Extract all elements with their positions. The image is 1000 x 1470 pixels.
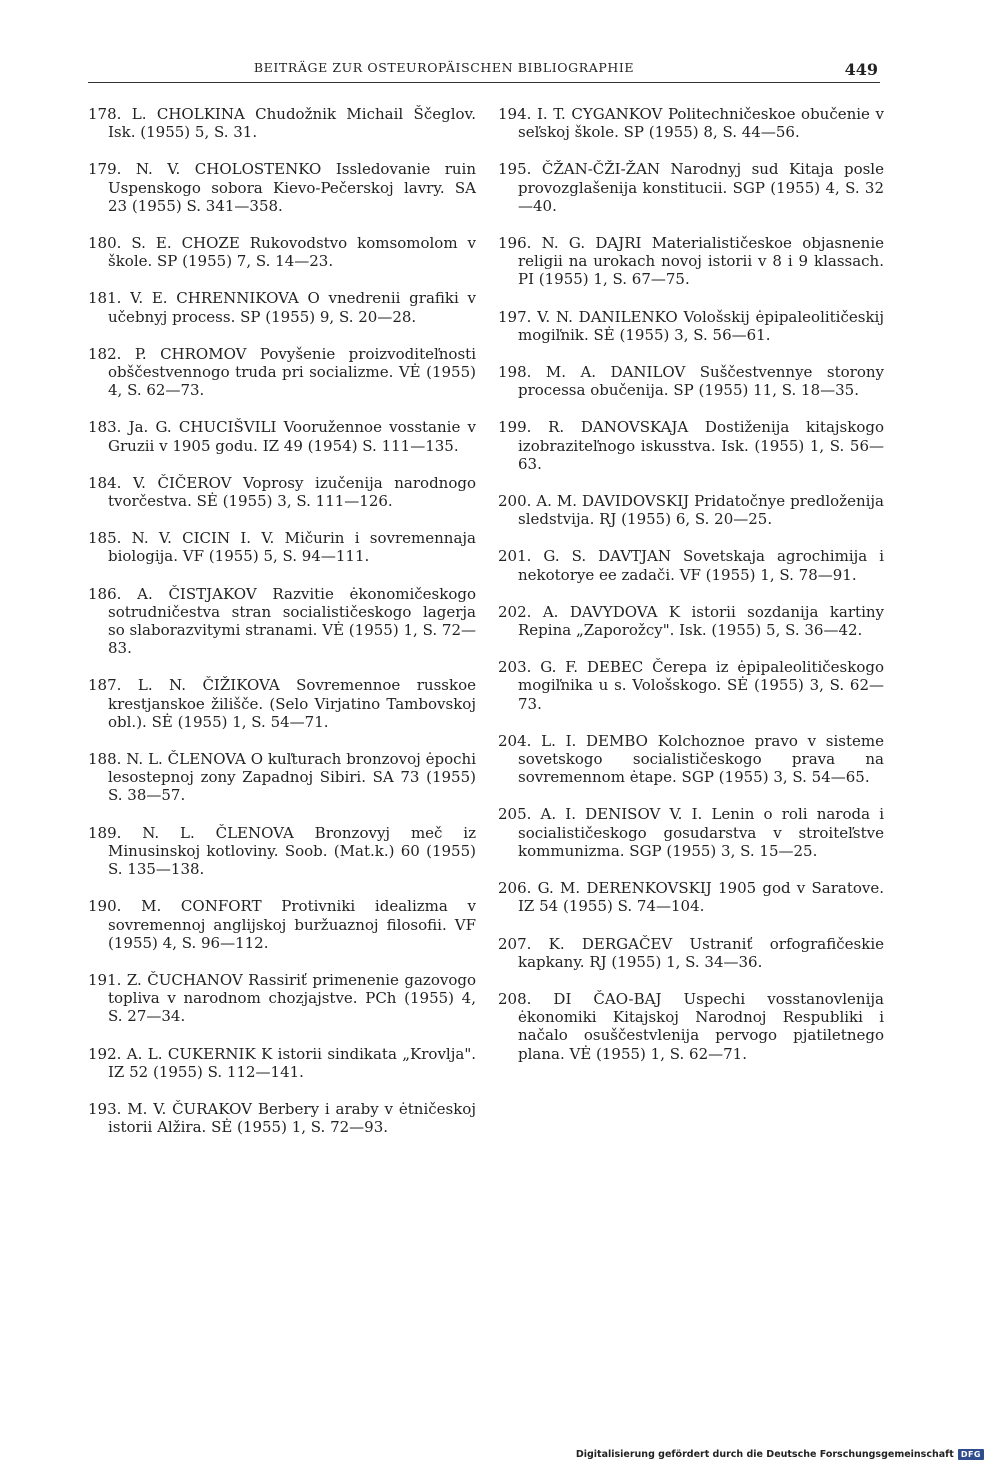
- bibliography-entry: 200. A. M. DAVIDOVSKIJ Pridatočnye predloženija sledstvija. RJ (1955) 6, S. 20—25.: [498, 492, 884, 529]
- dfg-logo: DFG: [958, 1449, 984, 1460]
- bibliography-entry: 194. I. T. CYGANKOV Politechničeskoe obučenie v seľskoj škole. SP (1955) 8, S. 44—56.: [498, 105, 884, 142]
- journal-title: BEITRÄGE ZUR OSTEUROPÄISCHEN BIBLIOGRAPHIE: [253, 60, 635, 75]
- bibliography-entry: 196. N. G. DAJRI Materialističeskoe objasnenie religii na urokach novoj istorii v 8 i 9 klassach. PI (1955) 1, S. 67—75.: [498, 234, 884, 289]
- footer-credit: Digitalisierung gefördert durch die Deutsche Forschungsgemeinschaft: [575, 1449, 954, 1460]
- bibliography-entry: 199. R. DANOVSKAJA Dostiženija kitajskogo izobraziteľnogo iskusstva. Isk. (1955) 1, S. 56—63.: [498, 418, 884, 473]
- running-header: [88, 56, 880, 83]
- bibliography-entry: 189. N. L. ČLENOVA Bronzovyj meč iz Minusinskoj kotloviny. Soob. (Mat.k.) 60 (1955) S. 135—138.: [88, 823, 476, 879]
- bibliography-entry: 182. P. CHROMOV Povyšenie proizvoditeľnosti obščestvennogo truda pri socializme. VĖ (1955) 4, S. 62—73.: [88, 344, 476, 400]
- bibliography-entry: 207. K. DERGAČEV Ustraniť orfografičeskie kapkany. RJ (1955) 1, S. 34—36.: [498, 934, 884, 971]
- bibliography-entry: 198. M. A. DANILOV Suščestvennye storony processa obučenija. SP (1955) 11, S. 18—35.: [498, 363, 884, 400]
- bibliography-entry: 204. L. I. DEMBO Kolchoznoe pravo v sisteme sovetskogo socialističeskogo prava na sovremennom ėtape. SGP (1955) 3, S. 54—65.: [498, 731, 884, 787]
- footer: [576, 1449, 984, 1460]
- bibliography-entry: 185. N. V. CICIN I. V. Mičurin i sovremennaja biologija. VF (1955) 5, S. 94—111.: [88, 529, 476, 566]
- bibliography-entry: 179. N. V. CHOLOSTENKO Issledovanie ruin Uspenskogo sobora Kievo-Pečerskoj lavry. SA 23 (1955) S. 341—358.: [88, 160, 476, 215]
- bibliography-entry: 203. G. F. DEBEC Čerepa iz ėpipaleolitičeskogo mogiľnika u s. Vološskogo. SĖ (1955) 3, S. 62—73.: [498, 658, 884, 713]
- bibliography-entry: 186. A. ČISTJAKOV Razvitie ėkonomičeskogo sotrudničestva stran socialističeskogo lagerja so slaborazvitymi stranami. VĖ (1955) 1, S. 72—83.: [88, 584, 476, 658]
- bibliography-entry: 208. DI ČAO-BAJ Uspechi vosstanovlenija ėkonomiki Kitajskoj Narodnoj Respubliki i načalo osuščestvlenija pervogo pjatiletnego plana. VĖ (1955) 1, S. 62—71.: [498, 989, 884, 1063]
- bibliography-entry: 205. A. I. DENISOV V. I. Lenin o roli naroda i socialističeskogo gosudarstva v stroiteľstve kommunizma. SGP (1955) 3, S. 15—25.: [498, 805, 884, 860]
- bibliography-entry: 181. V. E. CHRENNIKOVA O vnedrenii grafiki v učebnyj process. SP (1955) 9, S. 20—28.: [88, 289, 476, 326]
- bibliography-entry: 180. S. E. CHOZE Rukovodstvo komsomolom v škole. SP (1955) 7, S. 14—23.: [88, 234, 476, 271]
- bibliography-entry: 201. G. S. DAVTJAN Sovetskaja agrochimija i nekotorye ee zadači. VF (1955) 1, S. 78—91.: [498, 547, 884, 584]
- bibliography-entry: 190. M. CONFORT Protivniki idealizma v sovremennoj anglijskoj buržuaznoj filosofii. VF (1955) 4, S. 96—112.: [88, 897, 476, 952]
- right-column: [498, 105, 884, 1082]
- page-number: 449: [844, 60, 878, 79]
- bibliography-entry: 192. A. L. CUKERNIK K istorii sindikata „Krovlja". IZ 52 (1955) S. 112—141.: [88, 1044, 476, 1081]
- bibliography-entry: 206. G. M. DERENKOVSKIJ 1905 god v Saratove. IZ 54 (1955) S. 74—104.: [498, 879, 884, 916]
- bibliography-entry: 195. ČŽAN-ČŽI-ŽAN Narodnyj sud Kitaja posle provozglašenija konstitucii. SGP (1955) 4, S. 32—40.: [498, 160, 884, 215]
- bibliography-entry: 197. V. N. DANILENKO Vološskij ėpipaleolitičeskij mogiľnik. SĖ (1955) 3, S. 56—61.: [498, 307, 884, 344]
- bibliography-entry: 184. V. ČIČEROV Voprosy izučenija narodnogo tvorčestva. SĖ (1955) 3, S. 111—126.: [88, 473, 476, 511]
- bibliography-entry: 187. L. N. ČIŽIKOVA Sovremennoe russkoe krestjanskoe žilišče. (Selo Virjatino Tambovskoj obl.). SĖ (1955) 1, S. 54—71.: [88, 676, 476, 731]
- bibliography-entry: 193. M. V. ČURAKOV Berbery i araby v ėtničeskoj istorii Alžira. SĖ (1955) 1, S. 72—93.: [88, 1099, 476, 1137]
- bibliography-entry: 191. Z. ČUCHANOV Rassiriť primenenie gazovogo topliva v narodnom chozjajstve. PCh (1955) 4, S. 27—34.: [88, 970, 476, 1026]
- bibliography-entry: 188. N. L. ČLENOVA O kuľturach bronzovoj ėpochi lesostepnoj zony Zapadnoj Sibiri. SA 73 (1955) S. 38—57.: [88, 750, 476, 805]
- bibliography-entry: 178. L. CHOLKINA Chudožnik Michail Ščeglov. Isk. (1955) 5, S. 31.: [88, 105, 476, 142]
- left-column: [88, 105, 476, 1155]
- bibliography-entry: 183. Ja. G. CHUCIŠVILI Vooružennoe vosstanie v Gruzii v 1905 godu. IZ 49 (1954) S. 111—135.: [88, 418, 476, 455]
- bibliography-entry: 202. A. DAVYDOVA K istorii sozdanija kartiny Repina „Zaporožcy". Isk. (1955) 5, S. 36—42.: [498, 602, 884, 640]
